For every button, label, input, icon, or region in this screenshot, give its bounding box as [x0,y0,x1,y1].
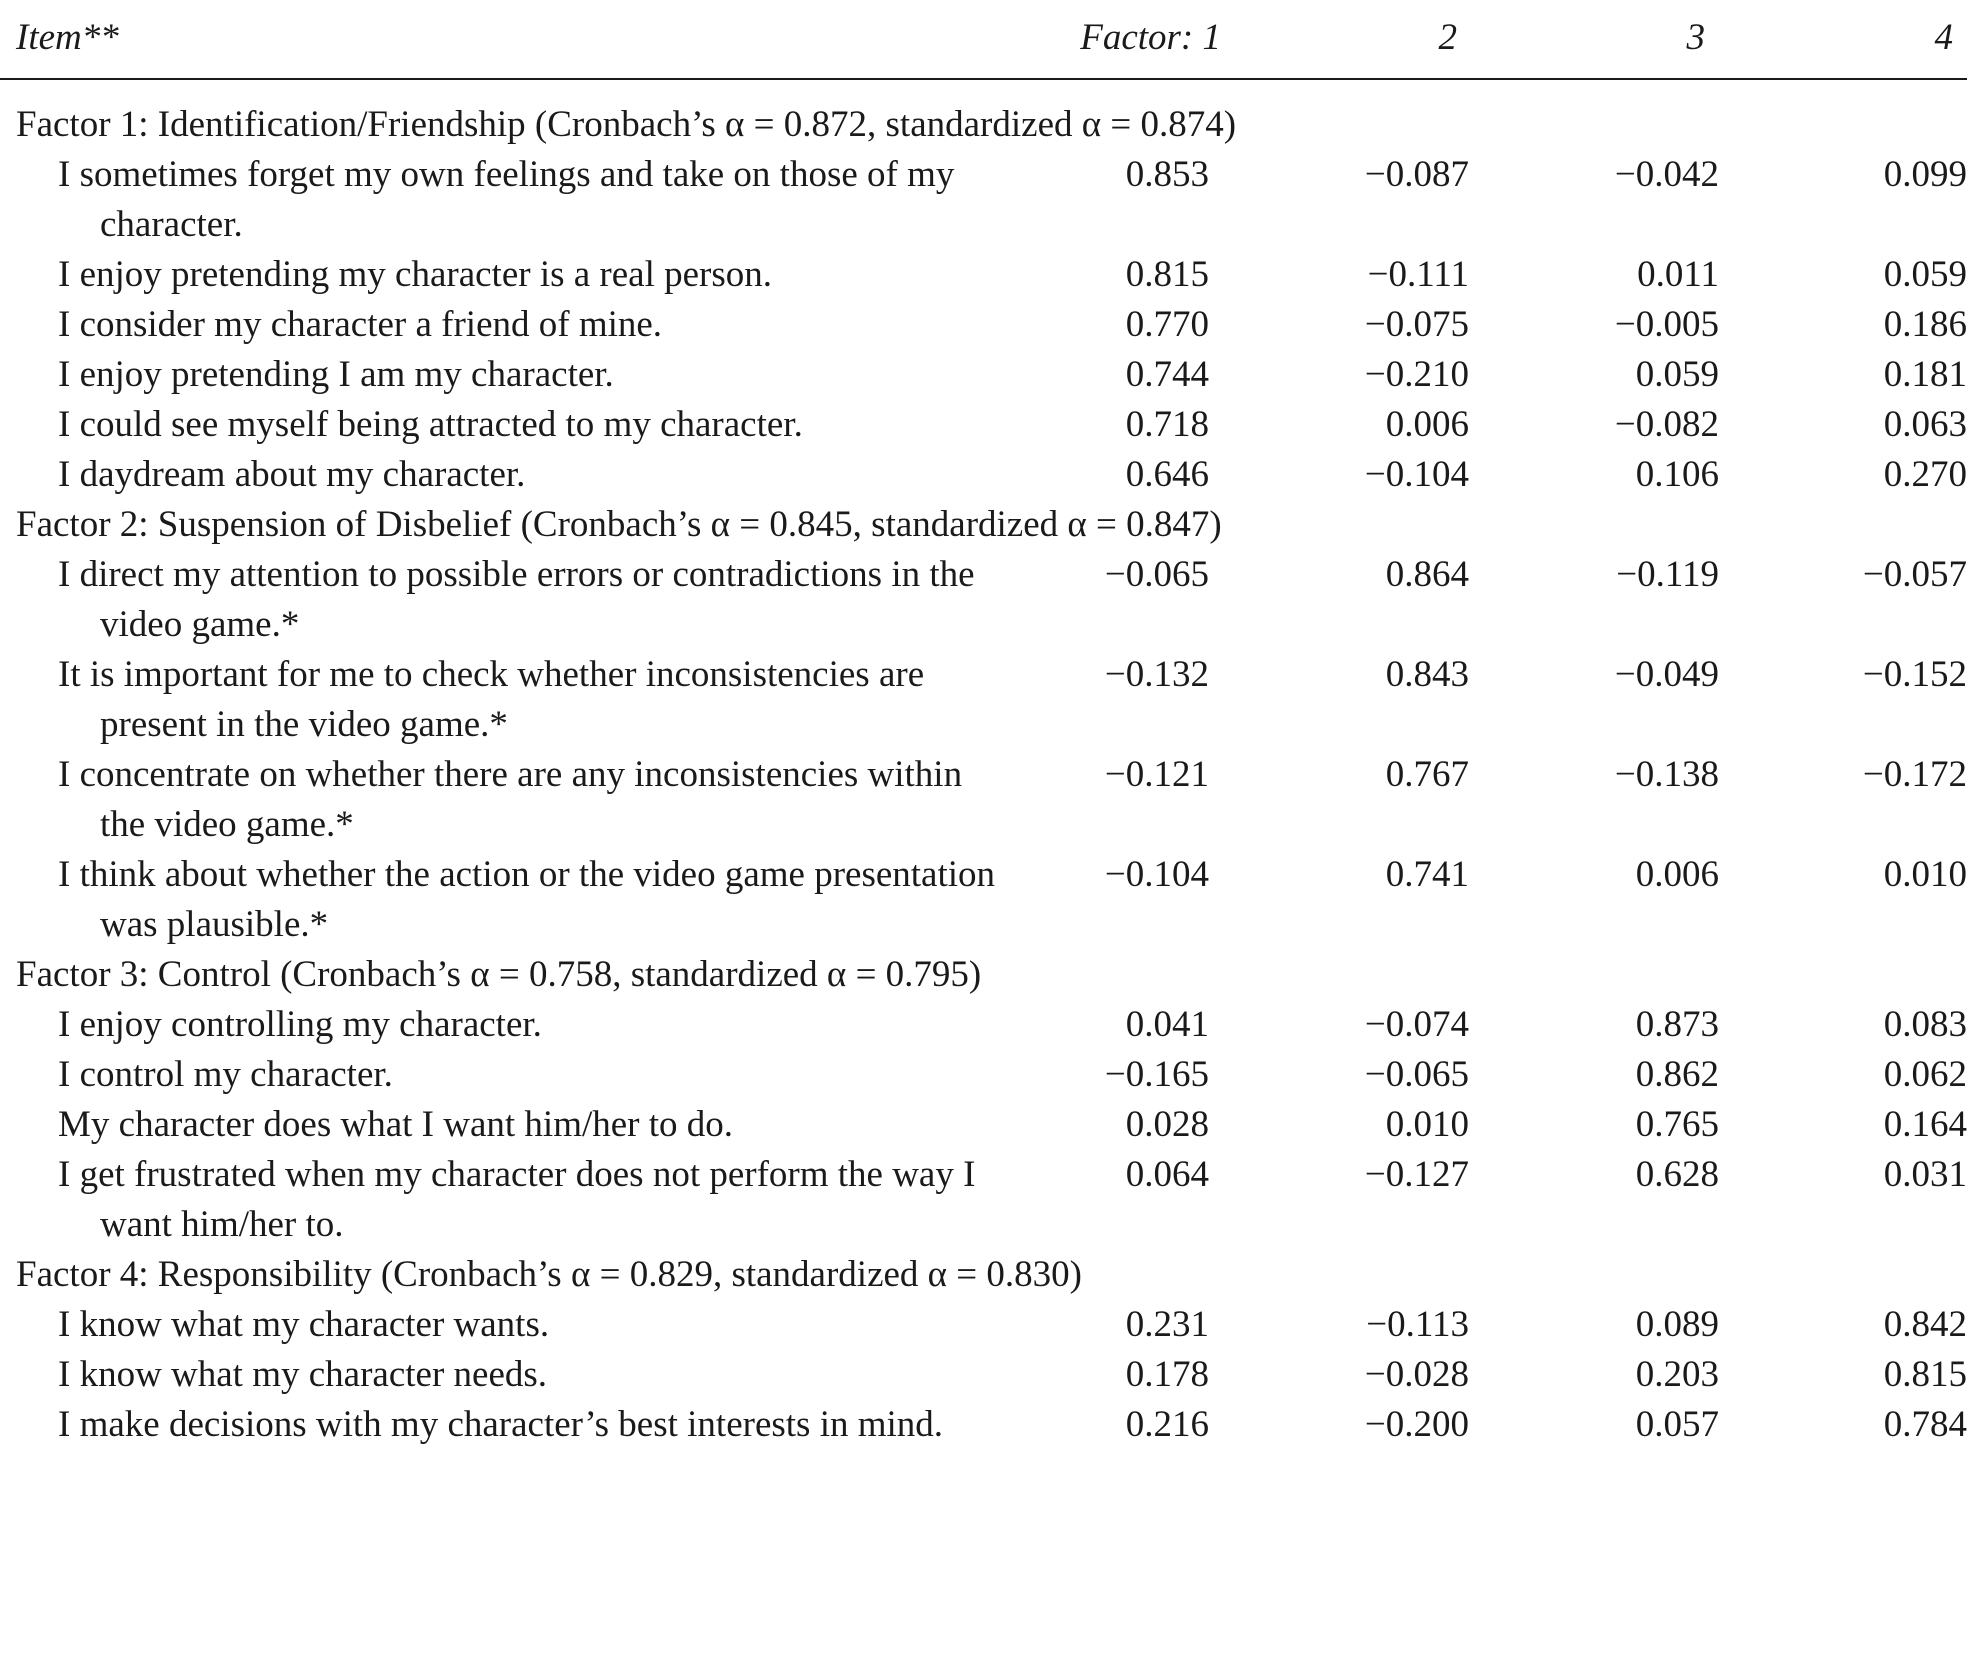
loading-factor-4: 0.815 [1883,1354,1967,1395]
factor-heading: Factor 4: Responsibility (Cronbach’s α = 0.829, standardized α = 0.830) [16,1254,1082,1295]
header-factor-2: 2 [1438,17,1457,58]
loading-factor-4: −0.172 [1862,754,1967,795]
loading-factor-1: −0.165 [1104,1054,1209,1095]
loading-factor-2: −0.074 [1364,1004,1469,1045]
loading-factor-1: 0.744 [1125,354,1209,395]
loading-factor-1: 0.231 [1125,1304,1209,1345]
table-row [0,400,1967,450]
loading-factor-3: −0.119 [1616,554,1719,595]
loading-factor-4: 0.842 [1883,1304,1967,1345]
loading-factor-2: 0.843 [1385,654,1469,695]
table-row [0,850,1967,950]
loading-factor-3: 0.057 [1635,1404,1719,1445]
loading-factor-3: −0.049 [1614,654,1719,695]
loading-factor-1: 0.815 [1125,254,1209,295]
factor-heading: Factor 1: Identification/Friendship (Cronbach’s α = 0.872, standardized α = 0.874) [16,104,1237,145]
loading-factor-3: −0.082 [1614,404,1719,445]
item-text: I think about whether the action or the video game presentation was plausible.* [58,854,996,945]
table-row [0,1400,1967,1450]
loading-factor-4: 0.099 [1883,154,1967,195]
loading-factor-4: 0.270 [1883,454,1967,495]
header-factor-3: 3 [1686,17,1705,58]
item-text: I could see myself being attracted to my character. [58,404,803,445]
loading-factor-3: 0.106 [1635,454,1719,495]
loading-factor-2: −0.065 [1364,1054,1469,1095]
loading-factor-3: −0.138 [1614,754,1719,795]
loading-factor-1: 0.041 [1125,1004,1209,1045]
item-text: I consider my character a friend of mine. [58,304,663,345]
loading-factor-3: 0.011 [1637,254,1719,295]
item-text: I know what my character needs. [58,1354,548,1395]
loading-factor-4: −0.152 [1862,654,1967,695]
header-factor-4: 4 [1934,17,1953,58]
item-text: I get frustrated when my character does not perform the way I want him/her to. [58,1154,976,1245]
loading-factor-3: 0.059 [1635,354,1719,395]
header-factor-1: Factor: 1 [1080,17,1221,58]
table-row [0,300,1967,350]
item-text: I enjoy pretending my character is a real person. [58,254,773,295]
loading-factor-3: 0.765 [1635,1104,1719,1145]
loading-factor-2: −0.028 [1364,1354,1469,1395]
item-text: I make decisions with my character’s best interests in mind. [58,1404,944,1445]
loading-factor-2: 0.006 [1385,404,1469,445]
loading-factor-2: −0.104 [1364,454,1469,495]
loading-factor-3: −0.042 [1614,154,1719,195]
item-text: I control my character. [58,1054,393,1095]
loading-factor-2: 0.767 [1385,754,1469,795]
loading-factor-1: 0.770 [1125,304,1209,345]
loading-factor-4: 0.181 [1883,354,1967,395]
loading-factor-1: 0.646 [1125,454,1209,495]
item-text: I direct my attention to possible errors or contradictions in the video game.* [58,554,975,645]
loading-factor-1: −0.121 [1104,754,1209,795]
loading-factor-1: 0.216 [1125,1404,1209,1445]
table-header [0,0,1967,78]
loading-factor-4: 0.031 [1883,1154,1967,1195]
item-text: I enjoy controlling my character. [58,1004,542,1045]
loading-factor-2: −0.127 [1364,1154,1469,1195]
loading-factor-4: 0.164 [1883,1104,1967,1145]
loading-factor-3: 0.006 [1635,854,1719,895]
loading-factor-2: −0.075 [1364,304,1469,345]
loading-factor-1: −0.065 [1104,554,1209,595]
header-item: Item** [16,17,119,58]
loading-factor-4: 0.784 [1883,1404,1967,1445]
loading-factor-4: 0.059 [1883,254,1967,295]
loading-factor-4: 0.186 [1883,304,1967,345]
loading-factor-4: 0.063 [1883,404,1967,445]
loading-factor-2: −0.087 [1364,154,1469,195]
loading-factor-4: 0.083 [1883,1004,1967,1045]
table-row [0,1050,1967,1100]
loading-factor-2: −0.200 [1364,1404,1469,1445]
loading-factor-1: 0.718 [1125,404,1209,445]
item-text: My character does what I want him/her to do. [58,1104,734,1145]
item-text: I know what my character wants. [58,1304,550,1345]
loading-factor-3: 0.873 [1635,1004,1719,1045]
loading-factor-3: 0.203 [1635,1354,1719,1395]
loading-factor-1: 0.028 [1125,1104,1209,1145]
loading-factor-2: −0.113 [1366,1304,1469,1345]
table-row [0,550,1967,650]
table-row [0,1350,1967,1400]
table-row [0,1100,1967,1150]
item-text: I daydream about my character. [58,454,526,495]
header-rule [0,78,1967,80]
loading-factor-2: −0.111 [1367,254,1469,295]
item-text: It is important for me to check whether inconsistencies are present in the video game.* [58,654,925,745]
table-row [0,1150,1967,1250]
loading-factor-3: −0.005 [1614,304,1719,345]
item-text: I concentrate on whether there are any inconsistencies within the video game.* [58,754,963,845]
loading-factor-1: 0.064 [1125,1154,1209,1195]
loading-factor-4: 0.010 [1883,854,1967,895]
table-row [0,250,1967,300]
loading-factor-2: 0.864 [1385,554,1469,595]
item-text: I enjoy pretending I am my character. [58,354,614,395]
loading-factor-1: −0.104 [1104,854,1209,895]
loading-factor-4: −0.057 [1862,554,1967,595]
table-row [0,750,1967,850]
table-row [0,650,1967,750]
table-row [0,150,1967,250]
loading-factor-3: 0.089 [1635,1304,1719,1345]
table-row [0,1300,1967,1350]
loading-factor-3: 0.862 [1635,1054,1719,1095]
factor-heading: Factor 3: Control (Cronbach’s α = 0.758, standardized α = 0.795) [16,954,982,995]
loading-factor-2: 0.010 [1385,1104,1469,1145]
loading-factor-1: −0.132 [1104,654,1209,695]
loading-factor-2: 0.741 [1385,854,1469,895]
table-row [0,350,1967,400]
loading-factor-2: −0.210 [1364,354,1469,395]
loading-factor-1: 0.178 [1125,1354,1209,1395]
loading-factor-1: 0.853 [1125,154,1209,195]
table-row [0,450,1967,500]
table-body [0,100,1967,1450]
loading-factor-3: 0.628 [1635,1154,1719,1195]
table-row [0,1000,1967,1050]
item-text: I sometimes forget my own feelings and take on those of my character. [58,154,955,245]
loading-factor-4: 0.062 [1883,1054,1967,1095]
factor-heading: Factor 2: Suspension of Disbelief (Cronbach’s α = 0.845, standardized α = 0.847) [16,504,1222,545]
